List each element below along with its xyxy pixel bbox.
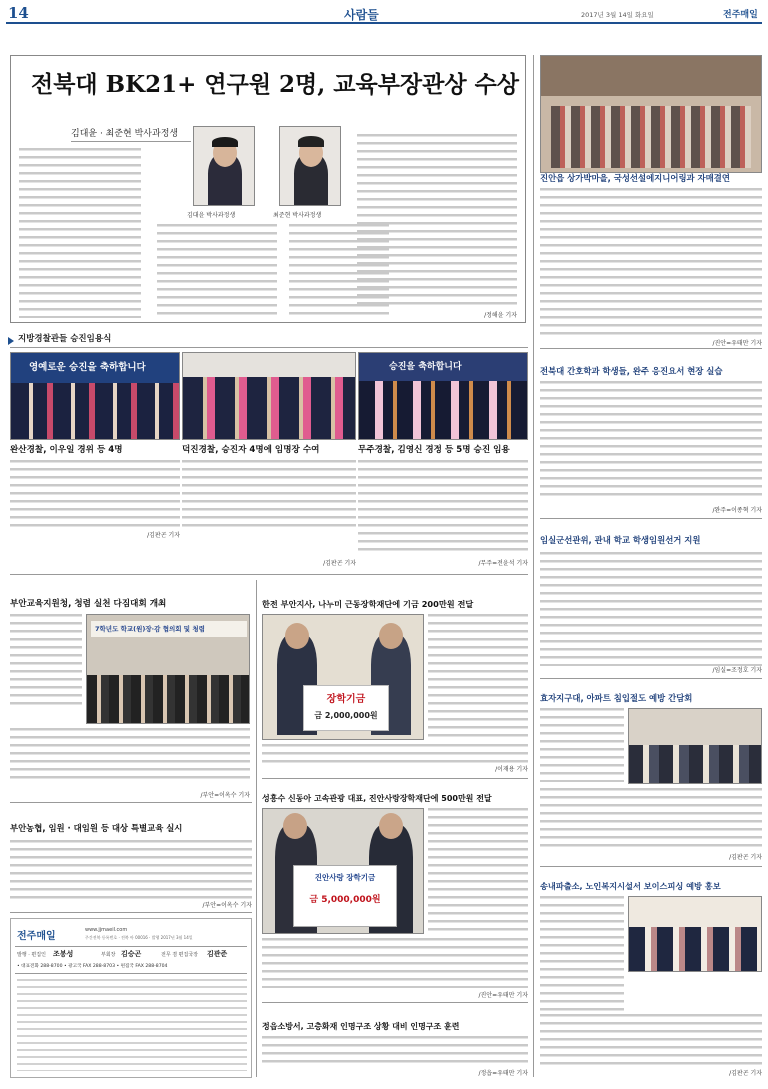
main-col2 (157, 224, 277, 318)
r4-headline: 효자지구대, 아파트 침입절도 예방 간담회 (540, 693, 693, 703)
l2-rule (10, 912, 252, 913)
photo-wansan (10, 352, 180, 440)
r1-byline: /진안=우태만 기자 (712, 340, 762, 347)
footer-editor-label: 전무 겸 편집국장 (161, 952, 198, 958)
police-rule (10, 347, 528, 348)
kepco-board (303, 685, 389, 731)
police3-headline: 무주경찰, 김영신 경정 등 5명 승진 임용 (358, 445, 510, 455)
m1-byline: /이재용 기자 (495, 766, 528, 773)
kepco-board-amount: 금 2,000,000원 (314, 711, 378, 720)
main-col1 (19, 148, 141, 318)
footer-legal: 주간전북 등록번호 · 전북 아 00016 · 발행 2017년 3월 14일 (85, 935, 193, 940)
l2-byline: /부안=이옥수 기자 (202, 902, 252, 909)
m2-headline: 성흥수 신동아 고속관광 대표, 진안사랑장학재단에 500만원 전달 (262, 794, 492, 803)
footer-vice-label: 부회장 (101, 952, 116, 958)
m3-headline: 정읍소방서, 고층화재 인명구조 상황 대비 인명구조 훈련 (262, 1022, 460, 1031)
footer-paper: 전주매일 (17, 931, 56, 942)
footer-rule-2 (15, 973, 247, 974)
photo-deokjin (182, 352, 356, 440)
footer-vice: 김승곤 (121, 950, 142, 958)
footer-directory (17, 979, 247, 1071)
r5-body-bottom (540, 1014, 762, 1068)
main-byline: /정해윤 기자 (484, 312, 517, 319)
publisher-box (10, 918, 252, 1078)
portrait-kim (193, 126, 255, 206)
photo-kepco-donation (262, 614, 424, 740)
footer-publisher: 조봉성 (53, 950, 74, 958)
footer-url: www.jjmaeil.com (85, 927, 128, 933)
m3-body (262, 1036, 528, 1068)
photo-muju (358, 352, 528, 440)
photo-jinan-donation (262, 808, 424, 934)
police1-headline: 완산경찰, 이우일 경위 등 4명 (10, 445, 123, 455)
r5-byline: /김판곤 기자 (729, 1070, 762, 1077)
subtitle-underline (71, 141, 191, 142)
mid-col-divider (256, 580, 257, 1077)
r2-byline: /완주=이종혁 기자 (712, 507, 762, 514)
footer-editor: 김관준 (207, 950, 228, 958)
police-bottom-rule (10, 574, 528, 575)
police1-body (10, 460, 180, 532)
r4-byline: /김판곤 기자 (729, 854, 762, 861)
section-name: 사람들 (344, 8, 379, 22)
m2-rule (262, 1002, 528, 1003)
main-col4 (357, 134, 517, 310)
jinan-board (293, 865, 397, 927)
l2-body (10, 840, 252, 900)
r2-rule (540, 518, 762, 519)
page-number: 14 (8, 4, 29, 22)
m3-byline: /정읍=우태만 기자 (478, 1070, 528, 1077)
l1-byline: /부안=이옥수 기자 (200, 792, 250, 799)
main-story-box (10, 55, 526, 323)
r4-body-left (540, 708, 624, 782)
banner-buan-edu-text: 7학년도 학교(원)장·감 협의회 및 청렴 (95, 625, 205, 633)
r4-rule (540, 866, 762, 867)
r2-headline: 전북대 간호학과 학생들, 완주 응진요서 현장 실습 (540, 366, 723, 376)
r2-body (540, 381, 762, 501)
r1-headline: 진안읍 상가박마을, 국성선설에지니어링과 자매결연 (540, 173, 730, 183)
masthead-small: 전주매일 (723, 10, 758, 20)
r1-rule (540, 348, 762, 349)
issue-date: 2017년 3월 14일 화요일 (581, 11, 654, 19)
l1-headline: 부안교육지원청, 청렴 실천 다짐대회 개최 (10, 599, 167, 609)
photo-songnae (628, 896, 762, 972)
police3-body (358, 460, 528, 554)
m2-body-right (428, 808, 528, 934)
header-rule (6, 22, 762, 24)
photo-buan-edu (86, 614, 250, 724)
caption-kim: 김대윤 박사과정생 (187, 212, 236, 219)
caption-choi: 최준현 박사과정생 (273, 212, 322, 219)
l1-body-bottom (10, 728, 250, 784)
m1-headline: 한전 부안지사, 나누미 근동장학재단에 기금 200만원 전달 (262, 599, 474, 609)
banner-muju: 승진을 축하합니다 (389, 362, 462, 372)
banner-buan-edu (91, 621, 247, 637)
main-headline: 전북대 BK21+ 연구원 2명, 교육부장관상 수상 (31, 71, 520, 98)
police2-headline: 덕진경찰, 승진자 4명에 임명장 수여 (182, 445, 320, 455)
banner-wansan: 영예로운 승진을 축하합니다 (29, 362, 146, 373)
r1-body (540, 188, 762, 338)
photo-hyoja (628, 708, 762, 784)
police2-body (182, 460, 356, 532)
jinan-board-title: 진안사랑 장학기금 (314, 873, 376, 882)
photo-sister-village (540, 55, 762, 173)
r3-rule (540, 678, 762, 679)
kepco-board-title: 장학기금 (326, 694, 366, 705)
r4-body-bottom (540, 788, 762, 852)
footer-publisher-label: 발행 · 편집인 (17, 952, 46, 958)
page-header (6, 4, 762, 24)
l1-rule (10, 802, 252, 803)
police-section-title: 지방경찰관들 승진임용식 (18, 334, 112, 344)
m1-body-bottom (262, 744, 528, 764)
r3-headline: 임실군선관위, 관내 학교 학생임원선거 지원 (540, 535, 701, 545)
main-subtitle: 김대윤 · 최준현 박사과정생 (71, 129, 179, 139)
m2-byline: /진안=우태만 기자 (478, 992, 528, 999)
police2-byline: /김판곤 기자 (323, 560, 356, 567)
r3-byline: /임실=조정호 기자 (712, 667, 762, 674)
l2-headline: 부안농협, 임원 · 대임원 등 대상 특별교육 실시 (10, 823, 183, 833)
m1-body-right (428, 614, 528, 738)
r3-body (540, 552, 762, 666)
right-col-divider (533, 55, 534, 1077)
l1-body-left (10, 614, 82, 710)
police3-byline: /무주=전윤석 기자 (478, 560, 528, 567)
m1-rule (262, 778, 528, 779)
footer-rule-1 (15, 946, 247, 947)
footer-phones: • 대표전화 288-8700 • 광고국 FAX 288-8703 • 편집국 FAX 288-8704 (17, 964, 168, 969)
m2-body-bottom (262, 938, 528, 988)
police1-byline: /김판곤 기자 (147, 532, 180, 539)
r5-body-left (540, 896, 624, 1012)
police-section-marker (8, 337, 14, 345)
portrait-choi (279, 126, 341, 206)
jinan-board-amount: 금 5,000,000원 (309, 895, 381, 905)
r5-headline: 송내파출소, 노인복지시설서 보이스피싱 예방 홍보 (540, 881, 721, 891)
